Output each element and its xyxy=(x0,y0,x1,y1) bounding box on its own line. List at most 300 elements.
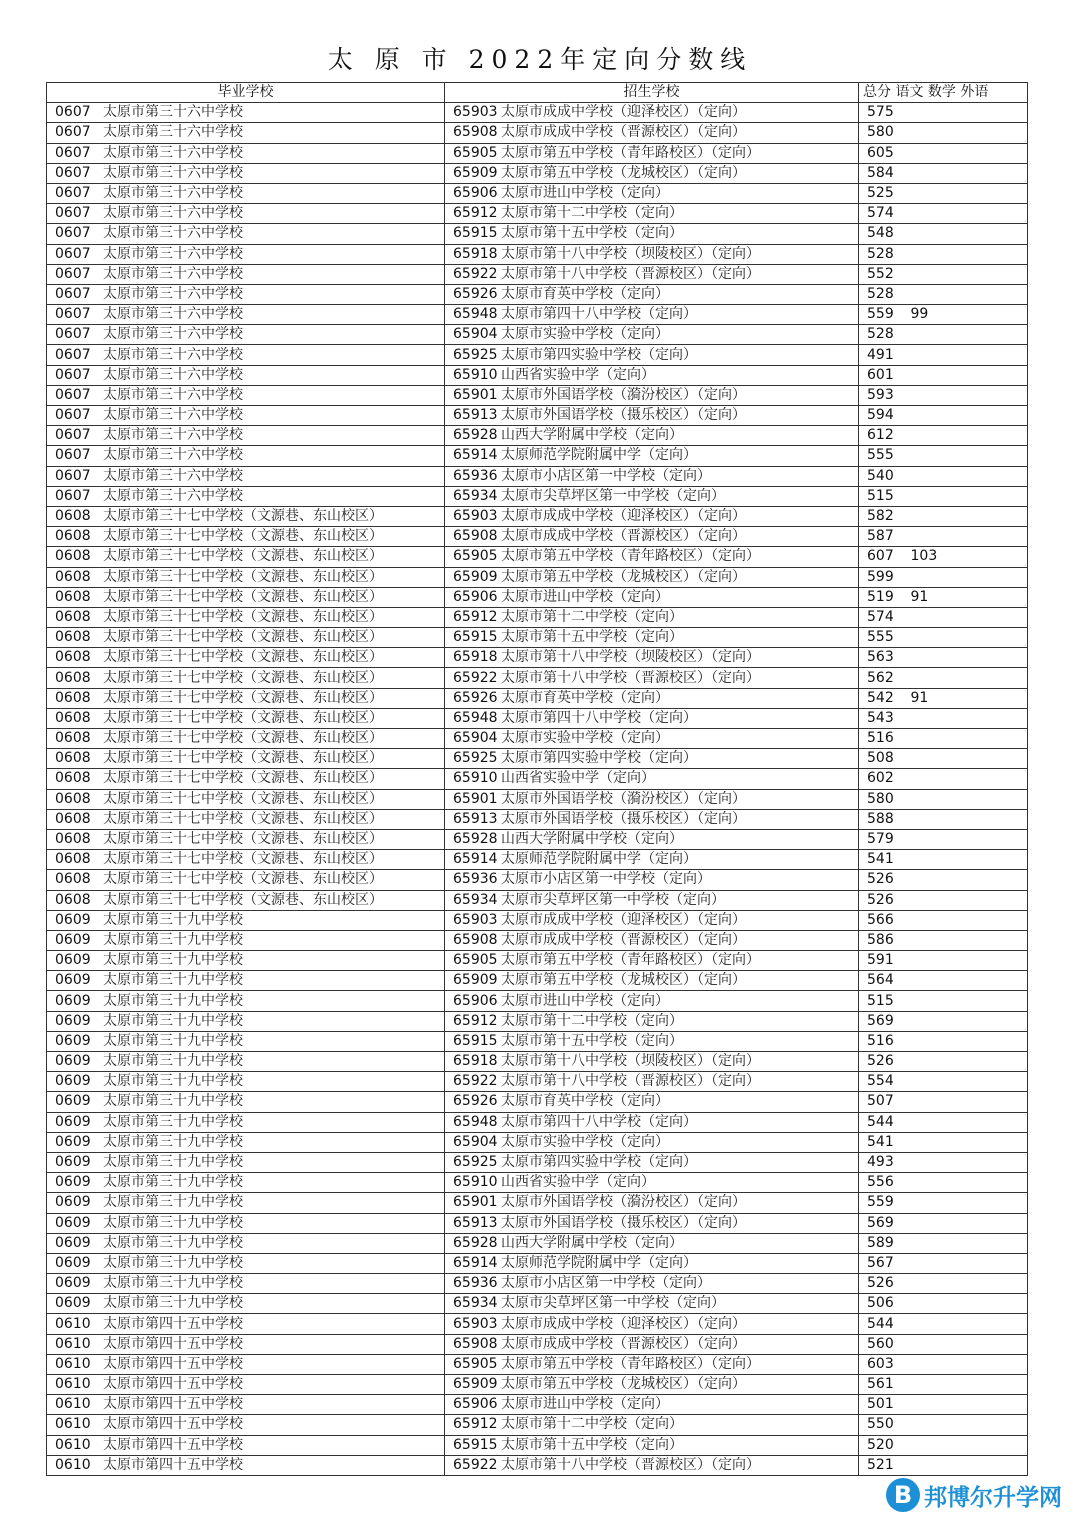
table-cell xyxy=(911,284,1028,304)
table-cell xyxy=(859,567,911,587)
grad-code: 0609 xyxy=(55,1053,91,1070)
admit-school-name: 太原市外国语学校（摄乐校区）（定向） xyxy=(501,810,746,827)
table-cell xyxy=(445,1052,859,1072)
table-cell xyxy=(859,648,911,668)
grad-school-name: 太原市第三十七中学校（文源巷、东山校区） xyxy=(103,790,383,807)
total-score: 582 xyxy=(867,508,894,525)
table-row xyxy=(47,1132,1028,1152)
table-cell xyxy=(445,1031,859,1051)
table-cell xyxy=(859,991,911,1011)
table-cell xyxy=(911,325,1028,345)
table-cell xyxy=(47,850,445,870)
table-cell xyxy=(859,1375,911,1395)
table-row xyxy=(47,890,1028,910)
total-score: 515 xyxy=(867,992,894,1009)
total-score: 602 xyxy=(867,770,894,787)
table-cell xyxy=(911,1334,1028,1354)
admit-code: 65914 xyxy=(453,447,498,464)
admit-code: 65906 xyxy=(453,185,498,202)
table-cell xyxy=(859,971,911,991)
total-score: 516 xyxy=(867,1032,894,1049)
admit-school-name: 太原市第十八中学校（晋源校区）（定向） xyxy=(501,669,760,686)
admit-school-name: 太原市进山中学校（定向） xyxy=(501,185,669,202)
grad-school-name: 太原市第三十七中学校（文源巷、东山校区） xyxy=(103,730,383,747)
table-cell xyxy=(445,1435,859,1455)
table-cell xyxy=(47,204,445,224)
table-cell xyxy=(911,446,1028,466)
total-score: 601 xyxy=(867,366,894,383)
subject-score: 91 xyxy=(910,588,929,605)
admit-school-name: 太原市进山中学校（定向） xyxy=(501,992,669,1009)
total-score: 580 xyxy=(867,124,894,141)
table-cell xyxy=(911,527,1028,547)
admit-code: 65948 xyxy=(453,709,498,726)
table-cell xyxy=(859,850,911,870)
table-cell xyxy=(859,1334,911,1354)
admit-school-name: 太原市第十八中学校（晋源校区）（定向） xyxy=(501,1073,760,1090)
table-cell xyxy=(47,688,445,708)
table-cell xyxy=(445,547,859,567)
admit-code: 65948 xyxy=(453,1113,498,1130)
table-cell xyxy=(445,850,859,870)
table-cell xyxy=(911,103,1028,123)
grad-code: 0609 xyxy=(55,1194,91,1211)
table-cell xyxy=(859,123,911,143)
grad-code: 0610 xyxy=(55,1436,91,1453)
total-score: 574 xyxy=(867,608,894,625)
table-cell xyxy=(47,345,445,365)
grad-school-name: 太原市第三十九中学校 xyxy=(103,1154,243,1171)
subject-score: 91 xyxy=(910,689,929,706)
table-cell xyxy=(445,365,859,385)
total-score: 526 xyxy=(867,1053,894,1070)
table-row xyxy=(47,1112,1028,1132)
grad-school-name: 太原市第三十六中学校 xyxy=(103,346,243,363)
table-cell xyxy=(47,406,445,426)
table-cell xyxy=(47,829,445,849)
admit-code: 65925 xyxy=(453,1154,498,1171)
table-cell xyxy=(859,365,911,385)
admit-school-name: 太原市第五中学校（青年路校区）（定向） xyxy=(501,952,760,969)
table-cell xyxy=(445,688,859,708)
table-cell xyxy=(445,789,859,809)
table-cell xyxy=(911,1395,1028,1415)
header-admit-school: 招生学校 xyxy=(445,83,859,103)
table-row xyxy=(47,345,1028,365)
table-row xyxy=(47,567,1028,587)
table-cell xyxy=(859,951,911,971)
total-score: 543 xyxy=(867,709,894,726)
table-cell xyxy=(445,1314,859,1334)
total-score: 554 xyxy=(867,1073,894,1090)
admit-code: 65910 xyxy=(453,1174,498,1191)
total-score: 552 xyxy=(867,265,894,282)
table-cell xyxy=(911,1173,1028,1193)
table-row xyxy=(47,850,1028,870)
table-cell xyxy=(445,305,859,325)
admit-school-name: 太原市小店区第一中学校（定向） xyxy=(501,467,711,484)
admit-code: 65934 xyxy=(453,487,498,504)
admit-school-name: 太原市实验中学校（定向） xyxy=(501,326,669,343)
total-score: 593 xyxy=(867,386,894,403)
grad-school-name: 太原市第三十七中学校（文源巷、东山校区） xyxy=(103,750,383,767)
admit-school-name: 山西省实验中学（定向） xyxy=(501,770,655,787)
table-cell xyxy=(47,143,445,163)
admit-code: 65910 xyxy=(453,366,498,383)
total-score: 540 xyxy=(867,467,894,484)
grad-school-name: 太原市第三十九中学校 xyxy=(103,1032,243,1049)
admit-code: 65918 xyxy=(453,245,498,262)
table-row xyxy=(47,1173,1028,1193)
table-cell xyxy=(445,1152,859,1172)
grad-code: 0608 xyxy=(55,810,91,827)
table-row xyxy=(47,668,1028,688)
admit-code: 65925 xyxy=(453,750,498,767)
table-row xyxy=(47,829,1028,849)
grad-code: 0608 xyxy=(55,770,91,787)
table-cell xyxy=(911,305,1028,325)
admit-code: 65904 xyxy=(453,1133,498,1150)
table-cell xyxy=(47,789,445,809)
grad-code: 0608 xyxy=(55,790,91,807)
grad-code: 0609 xyxy=(55,1214,91,1231)
grad-school-name: 太原市第三十七中学校（文源巷、东山校区） xyxy=(103,831,383,848)
table-cell xyxy=(47,1052,445,1072)
table-row xyxy=(47,305,1028,325)
admit-school-name: 太原市尖草坪区第一中学校（定向） xyxy=(501,487,725,504)
table-cell xyxy=(911,1193,1028,1213)
watermark-logo xyxy=(886,1478,1062,1512)
total-score: 541 xyxy=(867,1133,894,1150)
grad-school-name: 太原市第三十九中学校 xyxy=(103,1214,243,1231)
total-score: 589 xyxy=(867,1234,894,1251)
grad-school-name: 太原市第三十九中学校 xyxy=(103,952,243,969)
grad-school-name: 太原市第三十七中学校（文源巷、东山校区） xyxy=(103,508,383,525)
grad-school-name: 太原市第三十七中学校（文源巷、东山校区） xyxy=(103,649,383,666)
grad-school-name: 太原市第三十九中学校 xyxy=(103,1133,243,1150)
grad-school-name: 太原市第三十九中学校 xyxy=(103,972,243,989)
grad-code: 0608 xyxy=(55,709,91,726)
grad-code: 0608 xyxy=(55,508,91,525)
table-cell xyxy=(859,910,911,930)
table-cell xyxy=(445,1213,859,1233)
logo-icon: B xyxy=(886,1478,920,1512)
grad-school-name: 太原市第三十六中学校 xyxy=(103,326,243,343)
table-cell xyxy=(859,1294,911,1314)
table-cell xyxy=(911,1213,1028,1233)
admit-code: 65901 xyxy=(453,1194,498,1211)
table-row xyxy=(47,1274,1028,1294)
table-row xyxy=(47,749,1028,769)
table-cell xyxy=(47,183,445,203)
table-row xyxy=(47,1415,1028,1435)
admit-school-name: 太原师范学院附属中学（定向） xyxy=(501,447,697,464)
page-title: 太 原 市 2022年定向分数线 xyxy=(327,45,753,74)
admit-school-name: 太原市第五中学校（青年路校区）（定向） xyxy=(501,1355,760,1372)
total-score: 526 xyxy=(867,1275,894,1292)
table-row xyxy=(47,406,1028,426)
total-score: 526 xyxy=(867,891,894,908)
table-cell xyxy=(47,466,445,486)
grad-code: 0609 xyxy=(55,1073,91,1090)
table-cell xyxy=(47,749,445,769)
admit-code: 65909 xyxy=(453,164,498,181)
admit-code: 65936 xyxy=(453,1275,498,1292)
admit-code: 65905 xyxy=(453,952,498,969)
table-row xyxy=(47,365,1028,385)
table-cell xyxy=(859,143,911,163)
table-row xyxy=(47,1435,1028,1455)
admit-school-name: 太原市成成中学校（晋源校区）（定向） xyxy=(501,124,746,141)
table-cell xyxy=(445,930,859,950)
admit-code: 65903 xyxy=(453,911,498,928)
total-score: 579 xyxy=(867,831,894,848)
grad-school-name: 太原市第三十六中学校 xyxy=(103,487,243,504)
table-cell xyxy=(47,527,445,547)
grad-school-name: 太原市第三十六中学校 xyxy=(103,104,243,121)
grad-code: 0608 xyxy=(55,608,91,625)
table-cell xyxy=(47,244,445,264)
table-cell xyxy=(911,910,1028,930)
table-cell xyxy=(47,668,445,688)
table-cell xyxy=(911,163,1028,183)
admit-school-name: 太原市实验中学校（定向） xyxy=(501,730,669,747)
table-cell xyxy=(859,1152,911,1172)
admit-school-name: 太原市第十八中学校（坝陵校区）（定向） xyxy=(501,649,760,666)
total-score: 542 xyxy=(867,689,894,706)
admit-school-name: 太原市外国语学校（摄乐校区）（定向） xyxy=(501,1214,746,1231)
table-cell xyxy=(445,163,859,183)
table-row xyxy=(47,1193,1028,1213)
table-cell xyxy=(911,668,1028,688)
table-cell xyxy=(445,1274,859,1294)
grad-code: 0608 xyxy=(55,750,91,767)
table-cell xyxy=(445,648,859,668)
total-score: 575 xyxy=(867,104,894,121)
grad-school-name: 太原市第三十七中学校（文源巷、东山校区） xyxy=(103,568,383,585)
grad-code: 0607 xyxy=(55,487,91,504)
table-cell xyxy=(859,628,911,648)
table-cell xyxy=(445,1415,859,1435)
admit-code: 65913 xyxy=(453,407,498,424)
table-row xyxy=(47,971,1028,991)
grad-code: 0610 xyxy=(55,1396,91,1413)
admit-school-name: 太原师范学院附属中学（定向） xyxy=(501,1254,697,1271)
header-grad-school: 毕业学校 xyxy=(47,83,445,103)
admit-code: 65914 xyxy=(453,1254,498,1271)
admit-code: 65912 xyxy=(453,608,498,625)
table-cell xyxy=(47,547,445,567)
admit-code: 65915 xyxy=(453,1032,498,1049)
table-row xyxy=(47,486,1028,506)
table-row xyxy=(47,547,1028,567)
grad-code: 0608 xyxy=(55,588,91,605)
grad-school-name: 太原市第三十六中学校 xyxy=(103,386,243,403)
table-cell xyxy=(445,406,859,426)
table-cell xyxy=(911,850,1028,870)
grad-school-name: 太原市第三十七中学校（文源巷、东山校区） xyxy=(103,528,383,545)
grad-code: 0607 xyxy=(55,326,91,343)
grad-school-name: 太原市第三十九中学校 xyxy=(103,1194,243,1211)
table-cell xyxy=(47,1455,445,1475)
grad-code: 0609 xyxy=(55,972,91,989)
table-cell xyxy=(47,264,445,284)
total-score: 515 xyxy=(867,487,894,504)
admit-school-name: 太原市实验中学校（定向） xyxy=(501,1133,669,1150)
admit-code: 65909 xyxy=(453,972,498,989)
admit-school-name: 太原市第五中学校（青年路校区）（定向） xyxy=(501,548,760,565)
table-cell xyxy=(47,809,445,829)
table-cell xyxy=(911,1132,1028,1152)
admit-code: 65925 xyxy=(453,346,498,363)
grad-code: 0609 xyxy=(55,1275,91,1292)
grad-school-name: 太原市第三十七中学校（文源巷、东山校区） xyxy=(103,689,383,706)
table-cell xyxy=(911,385,1028,405)
table-cell xyxy=(859,406,911,426)
admit-code: 65926 xyxy=(453,1093,498,1110)
table-cell xyxy=(445,991,859,1011)
table-cell xyxy=(47,365,445,385)
total-score: 603 xyxy=(867,1355,894,1372)
table-cell xyxy=(47,607,445,627)
table-row xyxy=(47,910,1028,930)
total-score: 541 xyxy=(867,851,894,868)
total-score: 555 xyxy=(867,629,894,646)
table-cell xyxy=(911,244,1028,264)
grad-code: 0608 xyxy=(55,871,91,888)
total-score: 607 xyxy=(867,548,894,565)
table-cell xyxy=(859,809,911,829)
admit-code: 65912 xyxy=(453,205,498,222)
table-row xyxy=(47,708,1028,728)
table-cell xyxy=(445,951,859,971)
table-cell xyxy=(911,1253,1028,1273)
admit-school-name: 太原市外国语学校（漪汾校区）（定向） xyxy=(501,386,746,403)
table-cell xyxy=(859,749,911,769)
admit-code: 65928 xyxy=(453,427,498,444)
table-cell xyxy=(445,264,859,284)
table-cell xyxy=(47,1233,445,1253)
grad-code: 0609 xyxy=(55,1133,91,1150)
total-score: 586 xyxy=(867,931,894,948)
admit-code: 65906 xyxy=(453,588,498,605)
grad-code: 0607 xyxy=(55,185,91,202)
admit-school-name: 太原市第十二中学校（定向） xyxy=(501,205,683,222)
grad-school-name: 太原市第四十五中学校 xyxy=(103,1396,243,1413)
table-row xyxy=(47,1294,1028,1314)
grad-code: 0607 xyxy=(55,225,91,242)
admit-school-name: 山西省实验中学（定向） xyxy=(501,1174,655,1191)
table-cell xyxy=(911,829,1028,849)
admit-code: 65926 xyxy=(453,285,498,302)
grad-code: 0607 xyxy=(55,427,91,444)
table-cell xyxy=(911,1435,1028,1455)
admit-school-name: 太原市小店区第一中学校（定向） xyxy=(501,871,711,888)
table-cell xyxy=(859,204,911,224)
grad-code: 0609 xyxy=(55,952,91,969)
grad-school-name: 太原市第三十七中学校（文源巷、东山校区） xyxy=(103,629,383,646)
table-cell xyxy=(445,628,859,648)
table-cell xyxy=(911,971,1028,991)
admit-code: 65909 xyxy=(453,568,498,585)
table-cell xyxy=(47,648,445,668)
grad-code: 0607 xyxy=(55,124,91,141)
grad-code: 0608 xyxy=(55,649,91,666)
table-row xyxy=(47,1213,1028,1233)
grad-school-name: 太原市第三十九中学校 xyxy=(103,992,243,1009)
grad-school-name: 太原市第三十九中学校 xyxy=(103,1295,243,1312)
admit-code: 65922 xyxy=(453,1073,498,1090)
admit-school-name: 太原市外国语学校（摄乐校区）（定向） xyxy=(501,407,746,424)
admit-code: 65901 xyxy=(453,790,498,807)
table-row xyxy=(47,870,1028,890)
table-cell xyxy=(47,506,445,526)
admit-school-name: 太原市第四十八中学校（定向） xyxy=(501,306,697,323)
grad-school-name: 太原市第三十六中学校 xyxy=(103,164,243,181)
table-cell xyxy=(911,1031,1028,1051)
table-row xyxy=(47,1011,1028,1031)
table-row xyxy=(47,1072,1028,1092)
table-cell xyxy=(911,749,1028,769)
total-score: 555 xyxy=(867,447,894,464)
admit-school-name: 太原市第四十八中学校（定向） xyxy=(501,1113,697,1130)
grad-code: 0609 xyxy=(55,1093,91,1110)
table-row xyxy=(47,1052,1028,1072)
table-cell xyxy=(47,1072,445,1092)
grad-school-name: 太原市第三十七中学校（文源巷、东山校区） xyxy=(103,770,383,787)
table-row xyxy=(47,1031,1028,1051)
table-cell xyxy=(445,1253,859,1273)
total-score: 520 xyxy=(867,1436,894,1453)
admit-school-name: 太原市进山中学校（定向） xyxy=(501,588,669,605)
table-cell xyxy=(859,930,911,950)
grad-code: 0607 xyxy=(55,386,91,403)
admit-school-name: 太原市第十五中学校（定向） xyxy=(501,1436,683,1453)
table-cell xyxy=(445,426,859,446)
admit-school-name: 太原市外国语学校（漪汾校区）（定向） xyxy=(501,790,746,807)
admit-school-name: 太原市第十八中学校（晋源校区）（定向） xyxy=(501,1456,760,1473)
grad-school-name: 太原市第三十六中学校 xyxy=(103,225,243,242)
table-row xyxy=(47,648,1028,668)
table-cell xyxy=(445,1395,859,1415)
grad-code: 0608 xyxy=(55,689,91,706)
admit-school-name: 太原市成成中学校（晋源校区）（定向） xyxy=(501,931,746,948)
table-cell xyxy=(47,1435,445,1455)
admit-code: 65901 xyxy=(453,386,498,403)
table-cell xyxy=(445,1112,859,1132)
table-cell xyxy=(859,668,911,688)
table-cell xyxy=(47,567,445,587)
grad-school-name: 太原市第四十五中学校 xyxy=(103,1436,243,1453)
grad-school-name: 太原市第三十七中学校（文源巷、东山校区） xyxy=(103,891,383,908)
table-cell xyxy=(445,123,859,143)
grad-code: 0608 xyxy=(55,568,91,585)
admit-code: 65914 xyxy=(453,851,498,868)
grad-school-name: 太原市第三十九中学校 xyxy=(103,1073,243,1090)
admit-school-name: 太原市成成中学校（迎泽校区）（定向） xyxy=(501,104,746,121)
table-row xyxy=(47,1334,1028,1354)
table-cell xyxy=(859,708,911,728)
admit-code: 65915 xyxy=(453,225,498,242)
total-score: 559 xyxy=(867,1194,894,1211)
table-cell xyxy=(911,951,1028,971)
score-table xyxy=(46,82,1028,1476)
table-cell xyxy=(859,345,911,365)
total-score: 525 xyxy=(867,185,894,202)
table-cell xyxy=(445,1375,859,1395)
admit-school-name: 太原市第四实验中学校（定向） xyxy=(501,1154,697,1171)
table-cell xyxy=(445,829,859,849)
